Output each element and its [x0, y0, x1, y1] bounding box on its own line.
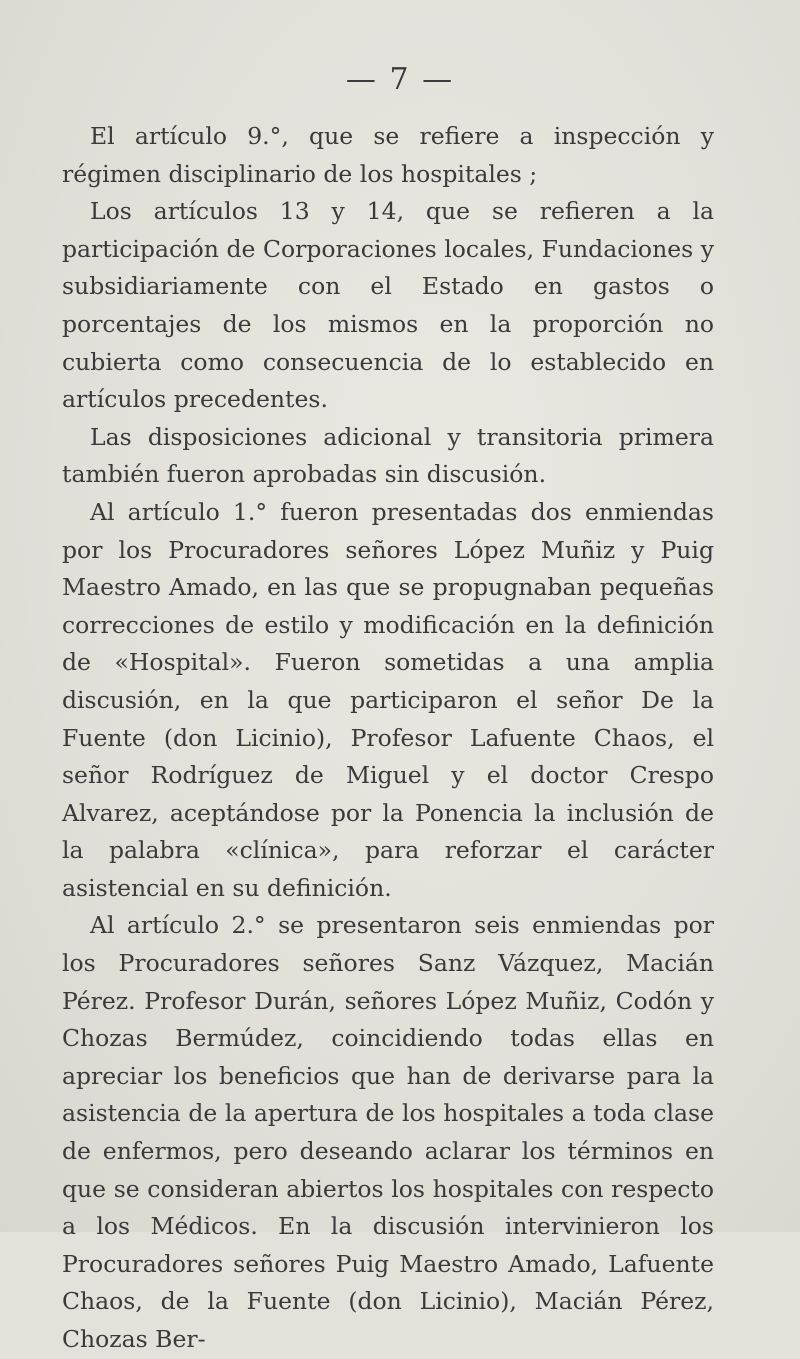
paragraph: Al artículo 1.° fueron presentadas dos enmiendas por los Procuradores señores López Muñiz y Puig Maestro Amado, en las que se propugnaban pequeñas correcciones de estilo y modificación en la definición de «Hospital». Fueron sometidas a una amplia discusión, en la que participaron el señor De la Fuente (don Licinio), Profesor Lafuente Chaos, el señor Rodríguez de Miguel y el doctor Crespo Alvarez, aceptándose por la Ponencia la inclusión de la palabra «clínica», para reforzar el carácter asistencial en su definición.: [62, 497, 714, 902]
page-number: — 7 —: [345, 62, 455, 97]
paragraph: El artículo 9.°, que se refiere a inspección y régimen disciplinario de los hospitales ;: [62, 122, 714, 188]
body-text: [62, 118, 714, 1359]
paragraph: Las disposiciones adicional y transitoria primera también fueron aprobadas sin discusión.: [62, 422, 714, 489]
paragraph: Los artículos 13 y 14, que se refieren a la participación de Corporaciones locales, Fundaciones y subsidiariamente con el Estado en gastos o porcentajes de los mismos en la proporción no cubierta como consecuencia de lo establecido en artículos precedentes.: [62, 197, 714, 414]
paragraph: Al artículo 2.° se presentaron seis enmiendas por los Procuradores señores Sanz Vázquez, Macián Pérez. Profesor Durán, señores López Muñiz, Codón y Chozas Bermúdez, coincidiendo todas ellas en apreciar los beneficios que han de derivarse para la asistencia de la apertura de los hospitales a toda clase de enfermos, pero deseando aclarar los términos en que se consideran abiertos los hospitales con respecto a los Médicos. En la discusión intervinieron los Procuradores señores Puig Maestro Amado, Lafuente Chaos, de la Fuente (don Licinio), Macián Pérez, Chozas Ber-: [62, 911, 714, 1353]
